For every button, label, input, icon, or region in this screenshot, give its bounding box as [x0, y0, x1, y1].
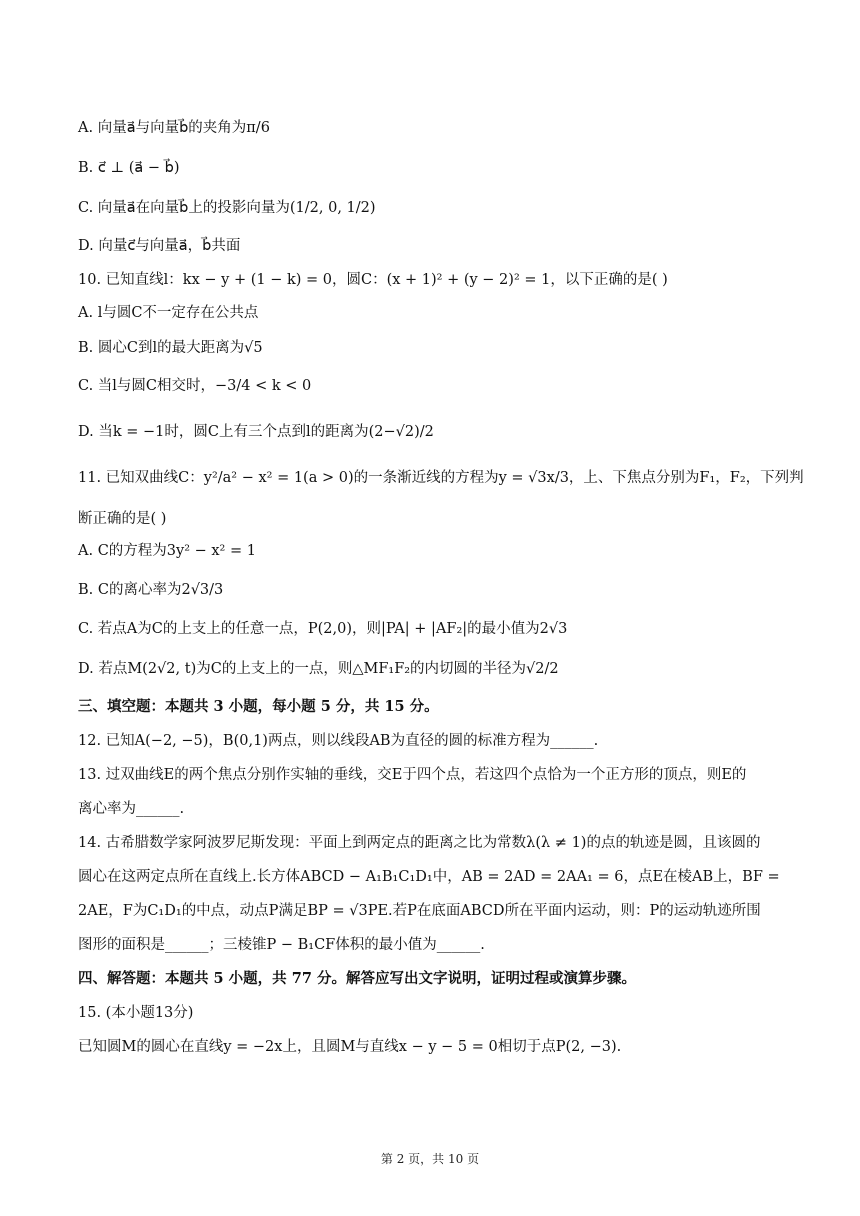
question-13: 13. 过双曲线E的两个焦点分别作实轴的垂线，交E于四个点，若这四个点恰为一个正方形的顶点，则E的	[78, 767, 747, 783]
section-fill-blank-heading: 三、填空题：本题共 3 小题，每小题 5 分，共 15 分。	[78, 698, 439, 715]
option-11d: D. 若点M(2√2, t)为C的上支上的一点，则△MF₁F₂的内切圆的半径为√2/2	[78, 661, 559, 677]
option-9c: C. 向量a⃗在向量b⃗上的投影向量为(1/2, 0, 1/2)	[78, 200, 376, 216]
question-14-cont-3: 图形的面积是______；三棱锥P − B₁CF体积的最小值为______.	[78, 937, 485, 953]
question-10: 10. 已知直线l：kx − y + (1 − k) = 0，圆C：(x + 1)² + (y − 2)² = 1，以下正确的是( )	[78, 272, 668, 288]
page-footer: 第 2 页，共 10 页	[380, 1152, 480, 1166]
question-11-cont: 断正确的是( )	[78, 511, 167, 527]
question-12: 12. 已知A(−2, −5)，B(0,1)两点，则以线段AB为直径的圆的标准方程为______.	[78, 733, 599, 749]
option-11c: C. 若点A为C的上支上的任意一点，P(2,0)，则|PA| + |AF₂|的最小值为2√3	[78, 621, 568, 637]
question-13-cont: 离心率为______.	[78, 801, 185, 817]
option-10c: C. 当l与圆C相交时，−3/4 < k < 0	[78, 378, 312, 394]
option-9a: A. 向量a⃗与向量b⃗的夹角为π/6	[78, 120, 270, 136]
option-11b: B. C的离心率为2√3/3	[78, 582, 224, 598]
question-11: 11. 已知双曲线C：y²/a² − x² = 1(a > 0)的一条渐近线的方程为y = √3x/3，上、下焦点分别为F₁，F₂，下列判	[78, 470, 804, 486]
option-9b: B. c⃗ ⊥ (a⃗ − b⃗)	[78, 160, 180, 176]
question-14: 14. 古希腊数学家阿波罗尼斯发现：平面上到两定点的距离之比为常数λ(λ ≠ 1)的点的轨迹是圆，且该圆的	[78, 835, 761, 851]
question-15-header: 15. (本小题13分)	[78, 1005, 194, 1021]
option-10a: A. l与圆C不一定存在公共点	[78, 305, 259, 321]
option-9d: D. 向量c⃗与向量a⃗，b⃗共面	[78, 238, 241, 254]
option-10b: B. 圆心C到l的最大距离为√5	[78, 340, 263, 356]
option-10d: D. 当k = −1时，圆C上有三个点到l的距离为(2−√2)/2	[78, 424, 434, 440]
section-answer-heading: 四、解答题：本题共 5 小题，共 77 分。解答应写出文字说明，证明过程或演算步骤。	[78, 970, 636, 987]
question-14-cont-2: 2AE，F为C₁D₁的中点，动点P满足BP = √3PE.若P在底面ABCD所在平面内运动，则：P的运动轨迹所围	[78, 903, 761, 919]
question-15-body: 已知圆M的圆心在直线y = −2x上，且圆M与直线x − y − 5 = 0相切于点P(2, −3).	[78, 1039, 622, 1055]
question-14-cont-1: 圆心在这两定点所在直线上.长方体ABCD − A₁B₁C₁D₁中，AB = 2AD = 2AA₁ = 6，点E在棱AB上，BF =	[78, 869, 780, 885]
option-11a: A. C的方程为3y² − x² = 1	[78, 543, 256, 559]
